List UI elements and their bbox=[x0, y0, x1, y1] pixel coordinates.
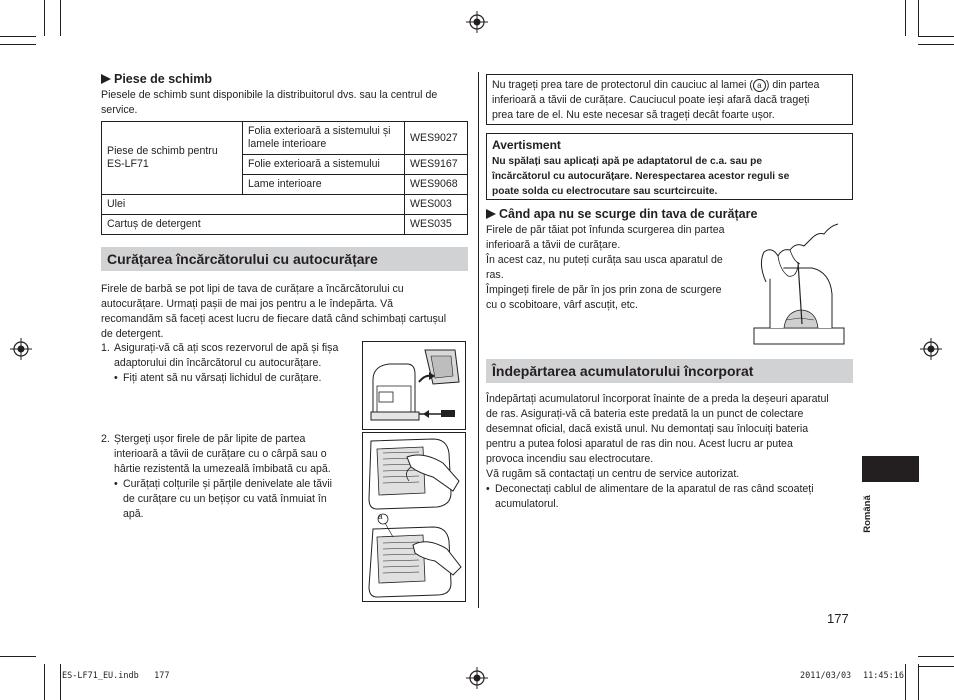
spare-parts-heading: Piese de schimb bbox=[101, 72, 212, 86]
language-tab bbox=[862, 456, 919, 482]
charger-drawing-icon bbox=[363, 342, 465, 429]
registration-mark-icon bbox=[10, 338, 32, 360]
crop-mark bbox=[918, 656, 954, 657]
table-cell-code: WES003 bbox=[405, 195, 468, 215]
triangle-bullet-icon bbox=[486, 209, 496, 219]
drain-heading: Când apa nu se scurge din tava de curățare bbox=[486, 207, 757, 221]
registration-mark-icon bbox=[920, 338, 942, 360]
table-group-label: Piese de schimb pentru ES-LF71 bbox=[102, 122, 243, 195]
footer-date: 2011/03/03 bbox=[800, 671, 852, 681]
crop-mark bbox=[60, 664, 61, 700]
step-1: 1. Asigurați-vă că ați scos rezervorul de apă și fișa adaptorului din încărcătorul cu autocurățare. • Fiți atent să nu vărsați lichidul de curățare. bbox=[101, 342, 339, 384]
crop-mark bbox=[0, 36, 36, 37]
column-divider bbox=[478, 72, 479, 608]
table-cell-code: WES9068 bbox=[405, 175, 468, 195]
crop-mark bbox=[44, 664, 45, 700]
bullet: • bbox=[114, 372, 118, 384]
triangle-bullet-icon bbox=[101, 74, 111, 84]
crop-mark bbox=[918, 0, 919, 36]
crop-mark bbox=[60, 0, 61, 36]
registration-mark-icon bbox=[466, 667, 488, 689]
table-cell-code: WES9027 bbox=[405, 122, 468, 155]
table-cell-code: WES9167 bbox=[405, 155, 468, 175]
table-cell-code: WES035 bbox=[405, 215, 468, 235]
crop-mark bbox=[918, 44, 954, 45]
table-cell-name: Lame interioare bbox=[243, 175, 405, 195]
table-cell-name: Ulei bbox=[102, 195, 405, 215]
spare-parts-text: Piesele de schimb sunt disponibile la distribuitorul dvs. sau la centrul de service. bbox=[101, 89, 438, 116]
language-label: Română bbox=[862, 495, 873, 533]
table-cell-name: Folie exterioară a sistemului bbox=[243, 155, 405, 175]
bullet: • bbox=[114, 478, 118, 490]
figure-label: a bbox=[378, 512, 383, 521]
footer-file: ES-LF71_EU.indb 177 bbox=[62, 671, 170, 681]
registration-mark-icon bbox=[466, 11, 488, 33]
crop-mark bbox=[44, 0, 45, 36]
warning-box: Avertisment Nu spălați sau aplicați apă pe adaptatorul de c.a. sau pe încărcătorul cu autocurățare. Nerespectarea acestor reguli se poate solda cu electrocutare sau scurtcircuite. bbox=[486, 133, 853, 200]
cleaning-tray-illustration bbox=[362, 432, 466, 602]
drain-illustration-icon bbox=[748, 222, 854, 348]
section-title-battery: Îndepărtarea acumulatorului încorporat bbox=[486, 359, 853, 383]
step-2: 2. Ștergeți ușor firele de păr lipite de partea interioară a tăvii de curățare cu o cârpă sau o hârtie rezistentă la umezeală îmbibată cu apă. • Curățați colțurile și părțile denivelate ale tăvii de curățare cu un bețișor cu vată înmuiat în apă. bbox=[101, 433, 333, 520]
footer-time: 11:45:16 bbox=[863, 671, 904, 681]
crop-mark bbox=[918, 664, 919, 700]
crop-mark bbox=[918, 36, 954, 37]
label-a-icon: a bbox=[753, 79, 766, 92]
bullet: • bbox=[486, 483, 490, 495]
charger-illustration bbox=[362, 341, 466, 430]
section-title-cleaning: Curățarea încărcătorului cu autocurățare bbox=[101, 247, 468, 271]
crop-mark bbox=[0, 656, 36, 657]
table-cell-name: Cartuș de detergent bbox=[102, 215, 405, 235]
table-cell-name: Folia exterioară a sistemului și lamele interioare bbox=[243, 122, 405, 155]
crop-mark bbox=[918, 666, 954, 667]
warning-title: Avertisment bbox=[492, 138, 561, 152]
crop-mark bbox=[0, 44, 36, 45]
note-box: Nu trageți prea tare de protectorul din cauciuc al lamei ( a ) din partea inferioară a tăvii de curățare. Cauciucul poate ieși afară dacă trageți prea tare de el. Nu este necesar să trageți decât foarte ușor. bbox=[486, 74, 853, 125]
drain-text: Firele de păr tăiat pot înfunda scurgerea din partea inferioară a tăvii de curățare. În acest caz, nu puteți curăța sau usca aparatul de ras. Împingeți firele de păr în jos prin zona de scurgere cu o scobitoare, vârf ascuțit, etc. bbox=[486, 224, 725, 311]
cleaning-intro: Firele de barbă se pot lipi de tava de curățare a încărcătorului cu autocurățare. Urmați pașii de mai jos pentru a le îndepărta. Vă recomandăm să faceți acest lucru de fiecare dată când schimbați cartușul de detergent. bbox=[101, 283, 447, 340]
step-number: 2. bbox=[101, 433, 110, 445]
step-number: 1. bbox=[101, 342, 110, 354]
battery-text: Îndepărtați acumulatorul încorporat înainte de a preda la deșeuri aparatul de ras. Asigurați-vă că bateria este predată la un punct de colectare desemnat oficial, dacă există unul. Nu demontați sau înlocuiți bateria pentru a putea folosi aparatul de ras din nou. Acest lucru ar putea provoca incendiu sau electrocutare. Vă rugăm să contactați un centru de service autorizat. • Deconectați cablul de alimentare de la aparatul de ras când scoateți acumulatorul. bbox=[486, 393, 829, 510]
page-number: 177 bbox=[827, 611, 849, 626]
spare-parts-table bbox=[101, 121, 468, 235]
crop-mark bbox=[905, 664, 906, 700]
crop-mark bbox=[905, 0, 906, 36]
